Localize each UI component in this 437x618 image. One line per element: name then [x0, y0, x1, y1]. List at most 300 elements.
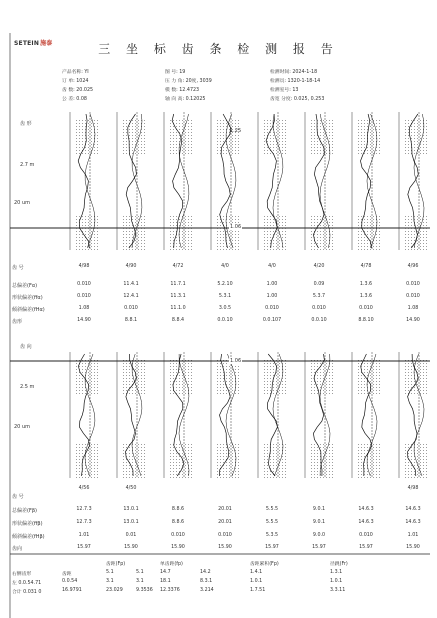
grid-dot: [179, 468, 180, 469]
grid-dot: [226, 447, 227, 448]
grid-dot: [326, 129, 327, 130]
grid-dot: [311, 459, 312, 460]
grid-dot: [176, 249, 177, 250]
grid-dot: [97, 141, 98, 142]
table-cell: 1.0.1: [250, 579, 263, 584]
grid-dot: [138, 375, 139, 376]
grid-dot: [358, 147, 359, 148]
grid-dot: [170, 243, 171, 244]
grid-dot: [88, 363, 89, 364]
grid-dot: [182, 225, 183, 226]
grid-dot: [273, 249, 274, 250]
grid-dot: [282, 393, 283, 394]
grid-dot: [264, 366, 265, 367]
grid-dot: [273, 138, 274, 139]
grid-dot: [314, 144, 315, 145]
grid-dot: [217, 384, 218, 385]
grid-dot: [94, 393, 95, 394]
grid-dot: [144, 231, 145, 232]
grid-dot: [223, 135, 224, 136]
grid-dot: [223, 234, 224, 235]
grid-dot: [179, 225, 180, 226]
grid-dot: [129, 450, 130, 451]
grid-dot: [238, 465, 239, 466]
grid-dot: [423, 222, 424, 223]
grid-dot: [426, 462, 427, 463]
grid-dot: [276, 240, 277, 241]
grid-dot: [411, 372, 412, 373]
grid-dot: [370, 150, 371, 151]
grid-dot: [320, 249, 321, 250]
grid-dot: [264, 387, 265, 388]
grid-dot: [123, 225, 124, 226]
grid-dot: [82, 474, 83, 475]
grid-dot: [223, 243, 224, 244]
grid-dot: [320, 444, 321, 445]
grid-dot: [173, 378, 174, 379]
grid-dot: [94, 474, 95, 475]
grid-dot: [129, 447, 130, 448]
grid-dot: [373, 390, 374, 391]
grid-dot: [417, 249, 418, 250]
grid-dot: [235, 147, 236, 148]
grid-dot: [282, 147, 283, 148]
grid-dot: [323, 474, 324, 475]
grid-dot: [379, 126, 380, 127]
grid-dot: [97, 222, 98, 223]
grid-dot: [229, 372, 230, 373]
grid-dot: [88, 453, 89, 454]
grid-dot: [135, 378, 136, 379]
grid-dot: [79, 237, 80, 238]
grid-dot: [423, 453, 424, 454]
grid-dot: [426, 237, 427, 238]
grid-dot: [182, 453, 183, 454]
grid-dot: [129, 138, 130, 139]
grid-dot: [123, 147, 124, 148]
table-cell: 12.7.3: [76, 507, 92, 512]
grid-dot: [126, 384, 127, 385]
grid-dot: [79, 447, 80, 448]
table-cell: 14.6.3: [405, 507, 421, 512]
grid-dot: [358, 366, 359, 367]
grid-dot: [373, 477, 374, 478]
grid-dot: [238, 219, 239, 220]
grid-dot: [141, 231, 142, 232]
grid-dot: [223, 153, 224, 154]
grid-dot: [238, 234, 239, 235]
grid-dot: [361, 240, 362, 241]
grid-dot: [91, 366, 92, 367]
grid-dot: [358, 240, 359, 241]
grid-dot: [332, 456, 333, 457]
grid-dot: [188, 249, 189, 250]
grid-dot: [226, 474, 227, 475]
grid-dot: [411, 474, 412, 475]
grid-dot: [314, 216, 315, 217]
grid-dot: [132, 237, 133, 238]
grid-dot: [191, 450, 192, 451]
grid-dot: [367, 474, 368, 475]
grid-dot: [97, 243, 98, 244]
grid-dot: [367, 126, 368, 127]
grid-dot: [223, 219, 224, 220]
grid-dot: [217, 141, 218, 142]
grid-dot: [135, 132, 136, 133]
grid-dot: [364, 144, 365, 145]
grid-dot: [267, 120, 268, 121]
grid-dot: [373, 237, 374, 238]
grid-dot: [235, 477, 236, 478]
grid-dot: [232, 234, 233, 235]
grid-dot: [323, 393, 324, 394]
grid-dot: [405, 153, 406, 154]
grid-dot: [414, 462, 415, 463]
grid-dot: [405, 135, 406, 136]
grid-dot: [185, 462, 186, 463]
grid-dot: [264, 141, 265, 142]
grid-dot: [85, 474, 86, 475]
grid-dot: [270, 462, 271, 463]
grid-dot: [238, 366, 239, 367]
grid-dot: [191, 243, 192, 244]
grid-dot: [270, 225, 271, 226]
grid-dot: [420, 444, 421, 445]
grid-dot: [370, 129, 371, 130]
grid-dot: [129, 375, 130, 376]
grid-dot: [361, 144, 362, 145]
grid-dot: [235, 219, 236, 220]
grid-dot: [176, 147, 177, 148]
grid-dot: [270, 471, 271, 472]
grid-dot: [185, 387, 186, 388]
grid-dot: [423, 471, 424, 472]
grid-dot: [426, 144, 427, 145]
grid-dot: [76, 219, 77, 220]
grid-dot: [311, 132, 312, 133]
grid-dot: [408, 246, 409, 247]
grid-dot: [188, 132, 189, 133]
grid-dot: [238, 375, 239, 376]
grid-dot: [138, 237, 139, 238]
grid-dot: [364, 240, 365, 241]
grid-dot: [88, 216, 89, 217]
grid-dot: [358, 363, 359, 364]
grid-dot: [420, 129, 421, 130]
grid-dot: [123, 363, 124, 364]
grid-dot: [417, 474, 418, 475]
grid-dot: [373, 453, 374, 454]
grid-dot: [326, 462, 327, 463]
grid-dot: [91, 378, 92, 379]
grid-dot: [314, 129, 315, 130]
grid-dot: [138, 366, 139, 367]
grid-dot: [176, 387, 177, 388]
grid-dot: [173, 372, 174, 373]
grid-dot: [273, 222, 274, 223]
grid-dot: [173, 369, 174, 370]
grid-dot: [141, 381, 142, 382]
table-cell: 11.4.1: [123, 282, 139, 287]
grid-dot: [191, 447, 192, 448]
grid-dot: [426, 366, 427, 367]
grid-dot: [364, 381, 365, 382]
grid-dot: [276, 126, 277, 127]
s2-tooth-id: 4/56: [78, 486, 90, 491]
grid-dot: [405, 462, 406, 463]
grid-dot: [191, 477, 192, 478]
grid-dot: [329, 246, 330, 247]
grid-dot: [170, 372, 171, 373]
grid-dot: [223, 366, 224, 367]
grid-dot: [132, 129, 133, 130]
grid-dot: [279, 459, 280, 460]
grid-dot: [223, 216, 224, 217]
grid-dot: [79, 471, 80, 472]
grid-dot: [376, 462, 377, 463]
grid-dot: [129, 126, 130, 127]
grid-dot: [179, 390, 180, 391]
grid-dot: [426, 477, 427, 478]
grid-dot: [273, 447, 274, 448]
grid-dot: [329, 369, 330, 370]
grid-dot: [423, 390, 424, 391]
grid-dot: [311, 153, 312, 154]
grid-dot: [314, 465, 315, 466]
grid-dot: [123, 477, 124, 478]
grid-dot: [320, 129, 321, 130]
table-cell: 0.010: [218, 533, 232, 538]
grid-dot: [76, 120, 77, 121]
grid-dot: [188, 129, 189, 130]
grid-dot: [329, 141, 330, 142]
grid-dot: [329, 384, 330, 385]
grid-dot: [217, 138, 218, 139]
grid-dot: [85, 129, 86, 130]
grid-dot: [323, 219, 324, 220]
grid-dot: [94, 450, 95, 451]
grid-dot: [373, 378, 374, 379]
grid-dot: [182, 153, 183, 154]
grid-dot: [185, 123, 186, 124]
grid-dot: [88, 462, 89, 463]
grid-dot: [85, 369, 86, 370]
grid-dot: [144, 390, 145, 391]
grid-dot: [361, 471, 362, 472]
grid-dot: [323, 231, 324, 232]
grid-dot: [179, 138, 180, 139]
grid-dot: [97, 363, 98, 364]
grid-dot: [238, 249, 239, 250]
grid-dot: [123, 243, 124, 244]
grid-dot: [326, 387, 327, 388]
grid-dot: [361, 132, 362, 133]
grid-dot: [176, 372, 177, 373]
grid-dot: [97, 390, 98, 391]
grid-dot: [191, 366, 192, 367]
grid-dot: [141, 237, 142, 238]
grid-dot: [144, 456, 145, 457]
grid-dot: [311, 462, 312, 463]
grid-dot: [76, 147, 77, 148]
grid-dot: [217, 150, 218, 151]
grid-dot: [79, 375, 80, 376]
grid-dot: [279, 216, 280, 217]
grid-dot: [373, 369, 374, 370]
grid-dot: [323, 138, 324, 139]
grid-dot: [273, 375, 274, 376]
grid-dot: [138, 153, 139, 154]
grid-dot: [285, 120, 286, 121]
grid-dot: [179, 456, 180, 457]
s2-row-label: 总偏差(Fβ): [12, 508, 37, 514]
grid-dot: [364, 366, 365, 367]
grid-dot: [126, 477, 127, 478]
grid-dot: [323, 120, 324, 121]
grid-dot: [135, 444, 136, 445]
grid-dot: [191, 144, 192, 145]
grid-dot: [226, 363, 227, 364]
grid-dot: [229, 138, 230, 139]
grid-dot: [232, 231, 233, 232]
grid-dot: [326, 249, 327, 250]
grid-dot: [238, 390, 239, 391]
grid-dot: [311, 135, 312, 136]
field-tolerance: 公 差: 0.08: [62, 97, 87, 102]
grid-dot: [123, 384, 124, 385]
grid-dot: [188, 144, 189, 145]
table-cell: 5.2.10: [217, 282, 233, 287]
grid-dot: [88, 459, 89, 460]
grid-dot: [91, 465, 92, 466]
grid-dot: [423, 147, 424, 148]
grid-dot: [217, 243, 218, 244]
grid-dot: [188, 444, 189, 445]
grid-dot: [370, 366, 371, 367]
grid-dot: [123, 375, 124, 376]
grid-dot: [408, 219, 409, 220]
grid-dot: [420, 249, 421, 250]
grid-dot: [276, 243, 277, 244]
grid-dot: [276, 153, 277, 154]
grid-dot: [188, 456, 189, 457]
grid-dot: [282, 126, 283, 127]
grid-dot: [379, 120, 380, 121]
grid-dot: [314, 234, 315, 235]
grid-dot: [235, 450, 236, 451]
grid-dot: [170, 375, 171, 376]
grid-dot: [276, 147, 277, 148]
grid-dot: [217, 216, 218, 217]
grid-dot: [176, 462, 177, 463]
grid-dot: [191, 453, 192, 454]
grid-dot: [379, 231, 380, 232]
grid-dot: [273, 387, 274, 388]
table-cell: 16.9791: [62, 588, 82, 593]
grid-dot: [285, 135, 286, 136]
grid-dot: [423, 447, 424, 448]
grid-dot: [85, 246, 86, 247]
grid-dot: [332, 462, 333, 463]
grid-dot: [76, 150, 77, 151]
grid-dot: [229, 474, 230, 475]
grid-dot: [217, 471, 218, 472]
grid-dot: [411, 375, 412, 376]
grid-dot: [364, 246, 365, 247]
grid-dot: [323, 234, 324, 235]
grid-dot: [182, 387, 183, 388]
grid-dot: [273, 231, 274, 232]
grid-dot: [332, 132, 333, 133]
grid-dot: [220, 225, 221, 226]
grid-dot: [408, 444, 409, 445]
grid-dot: [88, 135, 89, 136]
grid-dot: [132, 147, 133, 148]
grid-dot: [132, 477, 133, 478]
grid-dot: [82, 129, 83, 130]
grid-dot: [423, 141, 424, 142]
grid-dot: [185, 249, 186, 250]
grid-dot: [76, 393, 77, 394]
grid-dot: [405, 369, 406, 370]
grid-dot: [191, 465, 192, 466]
grid-dot: [282, 132, 283, 133]
grid-dot: [88, 465, 89, 466]
grid-dot: [361, 468, 362, 469]
grid-dot: [85, 243, 86, 244]
grid-dot: [123, 456, 124, 457]
grid-dot: [279, 456, 280, 457]
grid-dot: [276, 237, 277, 238]
grid-dot: [426, 465, 427, 466]
grid-dot: [144, 219, 145, 220]
grid-dot: [317, 153, 318, 154]
grid-dot: [91, 444, 92, 445]
grid-dot: [235, 126, 236, 127]
s1-label-mid: 2.7 m: [20, 162, 35, 168]
grid-dot: [276, 450, 277, 451]
grid-dot: [285, 384, 286, 385]
grid-dot: [285, 387, 286, 388]
grid-dot: [361, 375, 362, 376]
grid-dot: [376, 387, 377, 388]
grid-dot: [188, 138, 189, 139]
grid-dot: [135, 474, 136, 475]
grid-dot: [126, 249, 127, 250]
grid-dot: [376, 393, 377, 394]
grid-dot: [329, 120, 330, 121]
grid-dot: [141, 132, 142, 133]
grid-dot: [188, 141, 189, 142]
grid-dot: [144, 381, 145, 382]
grid-dot: [220, 369, 221, 370]
grid-dot: [314, 369, 315, 370]
grid-dot: [326, 390, 327, 391]
grid-dot: [405, 450, 406, 451]
grid-dot: [126, 225, 127, 226]
grid-dot: [379, 450, 380, 451]
grid-dot: [270, 249, 271, 250]
grid-dot: [229, 459, 230, 460]
grid-dot: [270, 234, 271, 235]
grid-dot: [311, 366, 312, 367]
grid-dot: [264, 222, 265, 223]
grid-dot: [311, 465, 312, 466]
grid-dot: [217, 468, 218, 469]
table-cell: 左 0.0.54.71: [12, 581, 42, 586]
grid-dot: [361, 249, 362, 250]
grid-dot: [320, 219, 321, 220]
